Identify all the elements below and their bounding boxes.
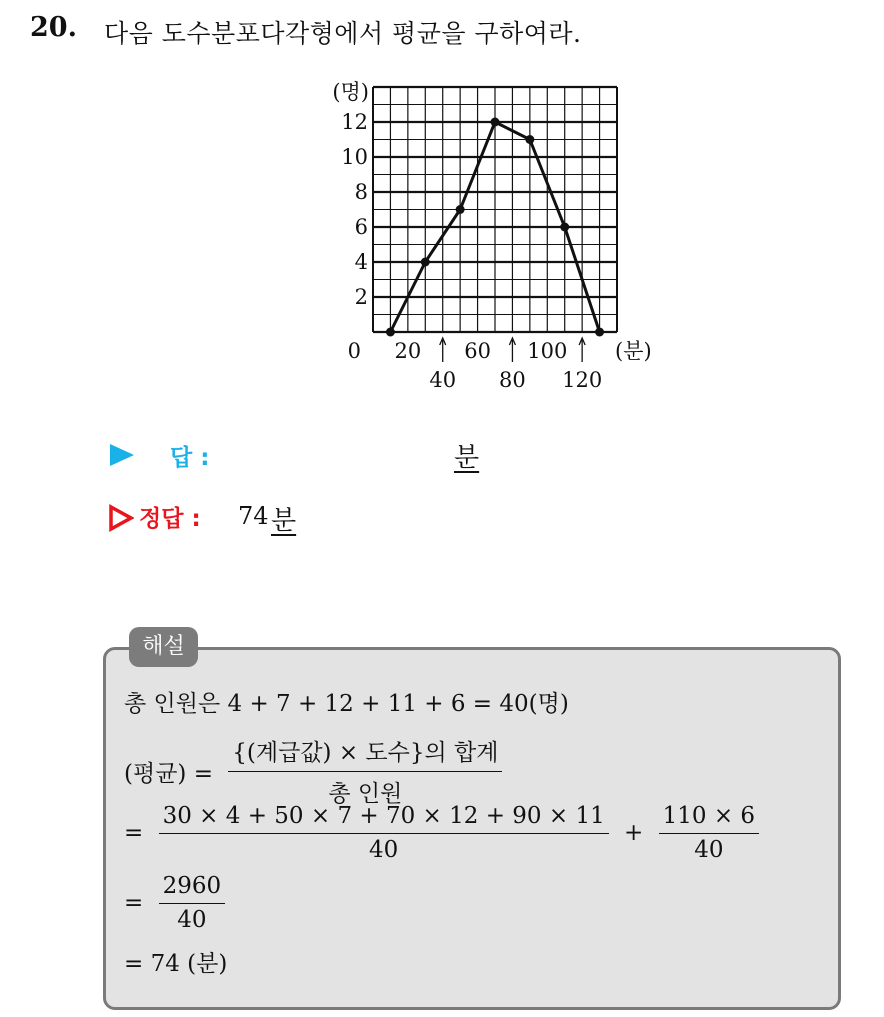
mean-fraction <box>228 734 502 808</box>
correct-answer-row <box>108 500 608 536</box>
fraction-sum-numerator: 2960 <box>159 873 226 904</box>
correct-marker-icon <box>108 504 134 532</box>
answer-unit: 분 <box>454 443 480 473</box>
y-tick-label: 6 <box>354 215 368 239</box>
origin-label: 0 <box>347 339 361 363</box>
x-tick-label: 20 <box>394 339 422 363</box>
solution-line-mean <box>124 734 502 808</box>
data-point <box>456 205 465 214</box>
solution-line-sum <box>124 873 225 933</box>
x-tick-label: 80 <box>499 368 526 392</box>
fraction-last-class <box>659 803 759 863</box>
solution-result: = 74 (분) <box>124 951 228 977</box>
x-tick-label: 60 <box>464 339 491 363</box>
correct-answer-label: 정답 : <box>139 506 201 532</box>
x-tick-label: 40 <box>429 368 457 392</box>
equals-sign: = <box>124 890 144 916</box>
mean-label: (평균) = <box>124 760 213 787</box>
fraction-last-class-numerator: 110 × 6 <box>659 803 759 834</box>
answer-label: 답 : <box>170 445 210 471</box>
question-text: 다음 도수분포다각형에서 평균을 구하여라. <box>104 19 582 48</box>
frequency-polygon-chart <box>315 75 655 395</box>
answer-row <box>108 437 608 473</box>
fraction-expanded-numerator: 30 × 4 + 50 × 7 + 70 × 12 + 90 × 11 <box>159 803 609 834</box>
x-axis-title: (분) <box>615 339 652 363</box>
correct-answer-unit: 분 <box>271 506 297 536</box>
y-tick-label: 12 <box>341 110 368 134</box>
data-point <box>386 328 395 337</box>
data-point <box>491 118 500 127</box>
answer-marker-icon <box>108 443 136 467</box>
equals-sign: = <box>124 820 144 846</box>
x-tick-label: 120 <box>562 368 603 392</box>
fraction-sum-denominator: 40 <box>177 907 207 933</box>
plus-sign: + <box>624 820 644 846</box>
y-tick-label: 8 <box>354 180 368 204</box>
data-point <box>595 328 604 337</box>
fraction-last-class-denominator: 40 <box>694 837 724 863</box>
y-tick-label: 10 <box>341 145 368 169</box>
data-point <box>560 223 569 232</box>
question-number: 20. <box>30 12 77 43</box>
mean-denominator: 총 인원 <box>328 781 403 807</box>
solution-line-expanded <box>124 803 759 863</box>
y-tick-label: 4 <box>354 250 368 274</box>
mean-numerator: {(계급값) × 도수}의 합계 <box>228 734 502 772</box>
fraction-expanded <box>159 803 609 863</box>
solution-line-total: 총 인원은 4 + 7 + 12 + 11 + 6 = 40(명) <box>124 691 569 717</box>
data-point <box>421 258 430 267</box>
data-point <box>525 135 534 144</box>
x-tick-label: 100 <box>527 339 568 363</box>
fraction-sum <box>159 873 226 933</box>
correct-answer-value: 74 <box>238 502 269 530</box>
y-axis-title: (명) <box>332 80 369 104</box>
y-tick-label: 2 <box>354 285 368 309</box>
fraction-expanded-denominator: 40 <box>369 837 399 863</box>
solution-tag: 해설 <box>129 627 198 667</box>
